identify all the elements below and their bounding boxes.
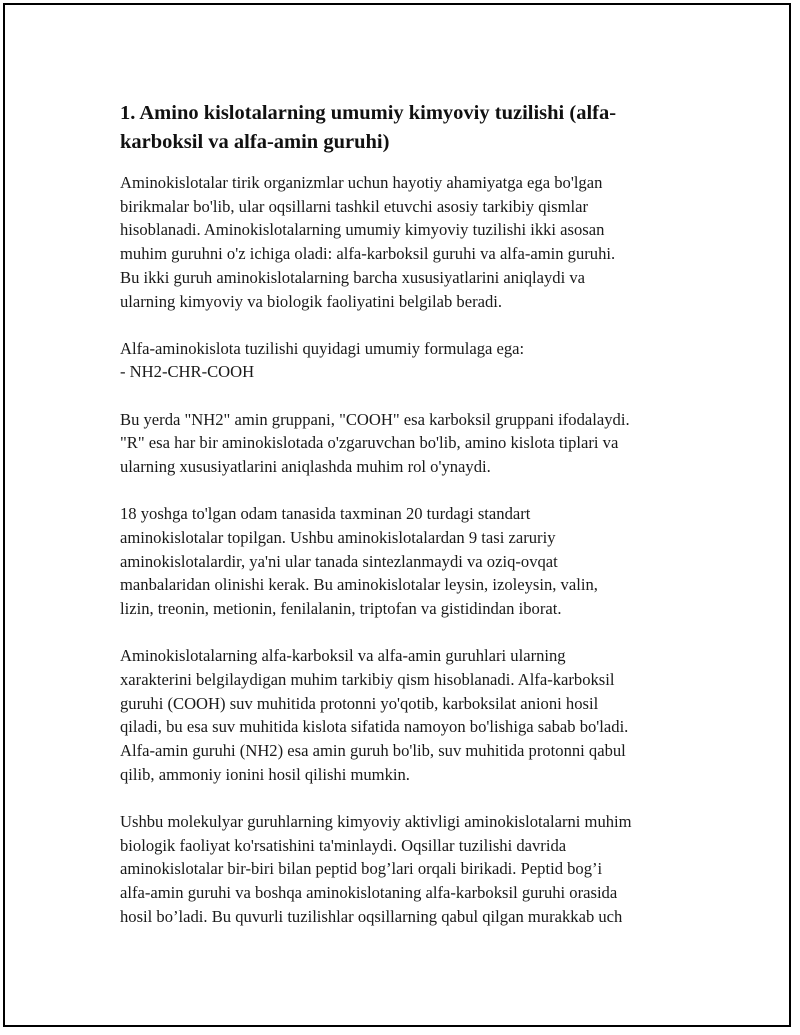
formula-line: - NH2-CHR-COOH (120, 362, 255, 382)
text-line: aminokislotalardir, ya'ni ular tanada sintezlanmaydi va oziq-ovqat (120, 551, 558, 571)
text-line: qilib, ammoniy ionini hosil qilishi mumkin. (120, 764, 410, 784)
text-line: birikmalar bo'lib, ular oqsillarni tashkil etuvchi asosiy tarkibiy qismlar (120, 196, 588, 216)
text-line: "R" esa har bir aminokislotada o'zgaruvchan bo'lib, amino kislota tiplari va (120, 433, 619, 453)
paragraph-formula-explanation (120, 408, 700, 479)
paragraph-peptide-bonds (120, 810, 700, 929)
heading-line: karboksil va alfa-amin guruhi) (120, 131, 390, 153)
text-line: hisoblanadi. Aminokislotalarning umumiy kimyoviy tuzilishi ikki asosan (120, 220, 605, 240)
text-line: biologik faoliyat ko'rsatishini ta'minlaydi. Oqsillar tuzilishi davrida (120, 835, 567, 855)
text-line: Ushbu molekulyar guruhlarning kimyoviy aktivligi aminokislotalarni muhim (120, 811, 632, 831)
document-page (3, 3, 791, 1027)
paragraph-formula (120, 337, 700, 384)
text-line: alfa-amin guruhi va boshqa aminokislotaning alfa-karboksil guruhi orasida (120, 883, 618, 903)
text-line: 18 yoshga to'lgan odam tanasida taxminan 20 turdagi standart (120, 504, 531, 524)
text-line: manbalaridan olinishi kerak. Bu aminokislotalar leysin, izoleysin, valin, (120, 575, 598, 595)
text-line: lizin, treonin, metionin, fenilalanin, triptofan va gistidindan iborat. (120, 599, 562, 619)
text-line: xarakterini belgilaydigan muhim tarkibiy qism hisoblanadi. Alfa-karboksil (120, 669, 615, 689)
text-line: qiladi, bu esa suv muhitida kislota sifatida namoyon bo'lishiga sabab bo'ladi. (120, 717, 629, 737)
text-line: Bu yerda "NH2" amin gruppani, "COOH" esa karboksil gruppani ifodalaydi. (120, 409, 630, 429)
text-line: Alfa-amin guruhi (NH2) esa amin guruh bo'lib, suv muhitida protonni qabul (120, 741, 626, 761)
text-line: Alfa-aminokislota tuzilishi quyidagi umumiy formulaga ega: (120, 338, 525, 358)
section-heading (120, 99, 700, 157)
text-line: ularning kimyoviy va biologik faoliyatini belgilab beradi. (120, 291, 503, 311)
text-line: hosil bo’ladi. Bu quvurli tuzilishlar oqsillarning qabul qilgan murakkab uch (120, 906, 623, 926)
text-line: muhim guruhni o'z ichiga oladi: alfa-karboksil guruhi va alfa-amin guruhi. (120, 244, 616, 264)
paragraph-essential-aminoacids (120, 502, 700, 621)
text-line: aminokislotalar topilgan. Ushbu aminokislotalardan 9 tasi zaruriy (120, 527, 556, 547)
text-line: Bu ikki guruh aminokislotalarning barcha xususiyatlarini aniqlaydi va (120, 267, 585, 287)
text-line: Aminokislotalarning alfa-karboksil va alfa-amin guruhlari ularning (120, 646, 566, 666)
text-line: aminokislotalar bir-biri bilan peptid bog’lari orqali birikadi. Peptid bog’i (120, 859, 603, 879)
text-line: guruhi (COOH) suv muhitida protonni yo'qotib, karboksilat anioni hosil (120, 693, 599, 713)
text-line: Aminokislotalar tirik organizmlar uchun hayotiy ahamiyatga ega bo'lgan (120, 173, 603, 192)
text-line: ularning xususiyatlarini aniqlashda muhim rol o'ynaydi. (120, 457, 491, 477)
document-content (120, 99, 700, 952)
paragraph-functional-groups (120, 644, 700, 786)
paragraph-intro (120, 171, 700, 313)
heading-line: 1. Amino kislotalarning umumiy kimyoviy tuzilishi (alfa- (120, 102, 617, 124)
